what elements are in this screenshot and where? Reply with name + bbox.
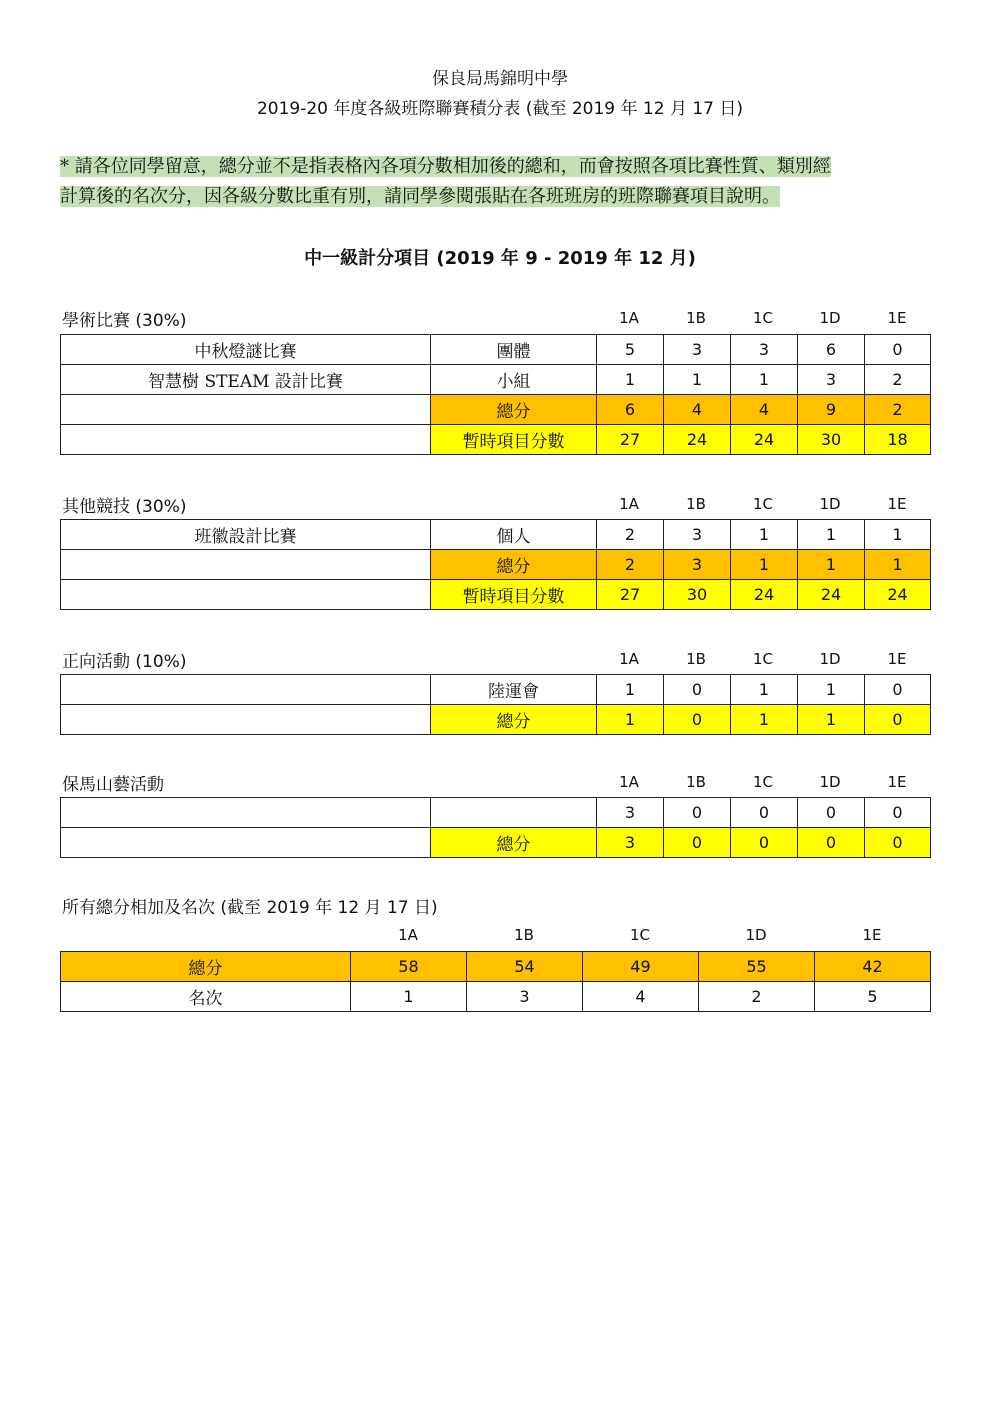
class-header: 1C [752, 650, 774, 668]
summary-total-label: 總分 [61, 952, 351, 982]
interim-cell: 18 [865, 425, 931, 455]
empty-cell [61, 828, 431, 858]
total-cell: 4 [731, 395, 798, 425]
summary-total-cell: 58 [351, 952, 467, 982]
class-header: 1B [514, 926, 534, 944]
total-cell: 1 [597, 705, 664, 735]
total-cell: 3 [664, 550, 731, 580]
table-row [61, 675, 931, 705]
interim-row [61, 580, 931, 610]
score-cell: 0 [664, 675, 731, 705]
empty-cell [61, 550, 431, 580]
event-name: 智慧樹 STEAM 設計比賽 [61, 365, 431, 395]
positive-section-label: 正向活動 (10%) [62, 652, 187, 672]
score-cell: 1 [798, 675, 865, 705]
event-name: 中秋燈謎比賽 [61, 335, 431, 365]
interim-label: 暫時項目分數 [431, 580, 597, 610]
score-cell: 5 [597, 335, 664, 365]
hiking-table [60, 797, 931, 858]
interim-cell: 24 [798, 580, 865, 610]
total-row [61, 705, 931, 735]
score-cell: 1 [731, 520, 798, 550]
total-cell: 0 [664, 828, 731, 858]
class-header: 1E [887, 495, 907, 513]
summary-rank-cell: 5 [815, 982, 931, 1012]
academic-table [60, 334, 931, 455]
summary-total-cell: 55 [699, 952, 815, 982]
notice [60, 152, 940, 212]
score-cell: 3 [597, 798, 664, 828]
total-cell: 0 [865, 705, 931, 735]
score-cell: 1 [597, 365, 664, 395]
score-cell: 2 [865, 365, 931, 395]
score-cell: 3 [664, 335, 731, 365]
total-cell: 4 [664, 395, 731, 425]
empty-cell [61, 425, 431, 455]
summary-total-cell: 42 [815, 952, 931, 982]
level-title: 中一級計分項目 (2019 年 9 - 2019 年 12 月) [304, 248, 696, 269]
summary-label: 所有總分相加及名次 (截至 2019 年 12 月 17 日) [62, 898, 438, 918]
event-category: 團體 [431, 335, 597, 365]
class-header: 1A [619, 650, 639, 668]
class-header: 1E [887, 309, 907, 327]
table-row [61, 335, 931, 365]
total-cell: 3 [597, 828, 664, 858]
class-header: 1D [745, 926, 767, 944]
total-cell: 1 [865, 550, 931, 580]
total-label: 總分 [431, 395, 597, 425]
total-cell: 1 [731, 705, 798, 735]
event-category: 陸運會 [431, 675, 597, 705]
total-cell: 2 [865, 395, 931, 425]
positive-table [60, 674, 931, 735]
class-header: 1E [862, 926, 882, 944]
score-cell: 1 [798, 520, 865, 550]
other-table [60, 519, 931, 610]
total-label: 總分 [431, 705, 597, 735]
class-header: 1B [686, 773, 706, 791]
class-header: 1B [686, 309, 706, 327]
class-header: 1C [752, 773, 774, 791]
score-cell: 0 [865, 798, 931, 828]
score-cell: 3 [731, 335, 798, 365]
score-cell: 3 [664, 520, 731, 550]
other-section-label: 其他競技 (30%) [62, 497, 187, 517]
total-row [61, 550, 931, 580]
summary-total-cell: 49 [583, 952, 699, 982]
total-cell: 2 [597, 550, 664, 580]
summary-rank-label: 名次 [61, 982, 351, 1012]
interim-row [61, 425, 931, 455]
class-header: 1A [619, 773, 639, 791]
class-header: 1A [619, 309, 639, 327]
score-cell: 0 [865, 335, 931, 365]
total-cell: 0 [664, 705, 731, 735]
score-cell: 2 [597, 520, 664, 550]
class-header: 1C [629, 926, 651, 944]
score-cell: 0 [865, 675, 931, 705]
total-cell: 6 [597, 395, 664, 425]
total-cell: 9 [798, 395, 865, 425]
interim-cell: 30 [664, 580, 731, 610]
summary-rank-cell: 1 [351, 982, 467, 1012]
score-cell: 1 [865, 520, 931, 550]
total-row [61, 395, 931, 425]
notice-line-1: * 請各位同學留意，總分並不是指表格內各項分數相加後的總和，而會按照各項比賽性質、類別經 [60, 156, 831, 177]
table-row [61, 365, 931, 395]
academic-section-label: 學術比賽 (30%) [62, 311, 187, 331]
empty-cell [61, 395, 431, 425]
interim-cell: 27 [597, 425, 664, 455]
summary-total-cell: 54 [467, 952, 583, 982]
class-header: 1D [819, 650, 841, 668]
total-cell: 0 [798, 828, 865, 858]
score-cell: 3 [798, 365, 865, 395]
total-label: 總分 [431, 550, 597, 580]
score-cell: 0 [731, 798, 798, 828]
score-cell: 6 [798, 335, 865, 365]
interim-label: 暫時項目分數 [431, 425, 597, 455]
event-category: 個人 [431, 520, 597, 550]
score-cell: 1 [731, 365, 798, 395]
event-category: 小組 [431, 365, 597, 395]
interim-cell: 27 [597, 580, 664, 610]
total-cell: 1 [798, 705, 865, 735]
total-row [61, 828, 931, 858]
empty-cell [61, 705, 431, 735]
class-header: 1C [752, 495, 774, 513]
score-cell: 1 [731, 675, 798, 705]
summary-rank-cell: 3 [467, 982, 583, 1012]
table-row [61, 520, 931, 550]
event-name [61, 675, 431, 705]
summary-total-row [61, 952, 931, 982]
interim-cell: 24 [865, 580, 931, 610]
total-cell: 1 [798, 550, 865, 580]
score-cell: 0 [664, 798, 731, 828]
interim-cell: 24 [731, 580, 798, 610]
summary-table [60, 951, 931, 1012]
summary-rank-row [61, 982, 931, 1012]
page-subtitle: 2019-20 年度各級班際聯賽積分表 (截至 2019 年 12 月 17 日) [256, 99, 744, 119]
class-header: 1A [619, 495, 639, 513]
score-cell: 1 [664, 365, 731, 395]
notice-line-2: 計算後的名次分，因各級分數比重有別，請同學參閱張貼在各班班房的班際聯賽項目說明。 [60, 186, 780, 207]
event-category [431, 798, 597, 828]
table-row [61, 798, 931, 828]
hiking-section-label: 保馬山藝活動 [62, 775, 164, 795]
total-label: 總分 [431, 828, 597, 858]
interim-cell: 30 [798, 425, 865, 455]
event-name [61, 798, 431, 828]
score-cell: 0 [798, 798, 865, 828]
class-header: 1D [819, 309, 841, 327]
interim-cell: 24 [664, 425, 731, 455]
class-header: 1D [819, 773, 841, 791]
total-cell: 0 [731, 828, 798, 858]
total-cell: 0 [865, 828, 931, 858]
interim-cell: 24 [731, 425, 798, 455]
class-header: 1C [752, 309, 774, 327]
empty-cell [61, 580, 431, 610]
school-name: 保良局馬錦明中學 [432, 69, 568, 89]
summary-rank-cell: 2 [699, 982, 815, 1012]
class-header: 1D [819, 495, 841, 513]
total-cell: 1 [731, 550, 798, 580]
class-header: 1A [398, 926, 418, 944]
class-header: 1E [887, 773, 907, 791]
class-header: 1B [686, 650, 706, 668]
summary-rank-cell: 4 [583, 982, 699, 1012]
score-cell: 1 [597, 675, 664, 705]
class-header: 1B [686, 495, 706, 513]
class-header: 1E [887, 650, 907, 668]
event-name: 班徽設計比賽 [61, 520, 431, 550]
